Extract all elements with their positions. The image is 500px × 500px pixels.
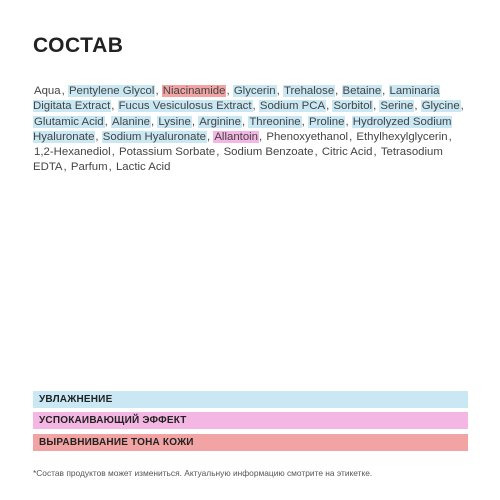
legend-item: УВЛАЖНЕНИЕ: [33, 391, 468, 408]
page-title: СОСТАВ: [33, 34, 124, 57]
ingredient: Sorbitol: [333, 100, 373, 113]
ingredient: Potassium Sorbate: [118, 146, 216, 159]
ingredient: Sodium PCA: [259, 100, 326, 113]
ingredient: Pentylene Glycol: [68, 85, 155, 97]
ingredient: Laminaria Digitata Extract: [33, 85, 440, 113]
ingredient: Hydrolyzed Sodium Hyaluronate: [33, 115, 452, 143]
ingredient: Glycine: [421, 100, 460, 113]
ingredient: Aqua: [34, 85, 61, 97]
ingredient: Betaine: [342, 85, 382, 97]
ingredient: Lactic Acid: [115, 161, 171, 174]
ingredients-list: Aqua, Pentylene Glycol, Niacinamide, Glycerin, Trehalose, Betaine, Laminaria Digitata Extract, Fucus Vesiculosus Extract, Sodium PCA, Sorbitol, Serine, Glycine, Glutamic Acid, Alanine, Lysine, Arginine, Threonine, Proline, Hydrolyzed Sodium Hyaluronate, Sodium Hyaluronate, Allantoin, Phenoxyethanol, Ethylhexylglycerin, 1,2-Hexanediol, Potassium Sorbate, Sodium Benzoate, Citric Acid, Tetrasodium EDTA, Parfum, Lactic Acid: [33, 85, 464, 174]
footnote: *Состав продуктов может измениться. Актуальную информацию смотрите на этикетке.: [33, 468, 373, 478]
ingredient: Niacinamide: [162, 85, 226, 97]
ingredient: Trehalose: [283, 85, 335, 97]
ingredient: Tetrasodium EDTA: [33, 146, 443, 174]
ingredient: Glutamic Acid: [34, 115, 104, 128]
ingredient: Fucus Vesiculosus Extract: [118, 100, 252, 113]
ingredient: Citric Acid: [321, 146, 373, 159]
ingredient: Parfum: [70, 161, 108, 174]
ingredient: Glycerin: [233, 85, 276, 97]
legend-item: ВЫРАВНИВАНИЕ ТОНА КОЖИ: [33, 434, 468, 451]
legend-item: УСПОКАИВАЮЩИЙ ЭФФЕКТ: [33, 412, 468, 429]
ingredient: 1,2-Hexanediol: [34, 146, 111, 159]
ingredient: Ethylhexylglycerin: [356, 130, 448, 143]
ingredient: Proline: [308, 115, 345, 128]
ingredient: Sodium Benzoate: [223, 146, 314, 159]
ingredient: Phenoxyethanol: [266, 130, 349, 143]
ingredient: Threonine: [249, 115, 301, 128]
ingredient: Alanine: [111, 115, 150, 128]
ingredient: Allantoin: [214, 130, 259, 143]
ingredient: Sodium Hyaluronate: [102, 130, 206, 143]
ingredient: Arginine: [199, 115, 241, 128]
ingredient: Lysine: [158, 115, 191, 128]
ingredient: Serine: [380, 100, 414, 113]
